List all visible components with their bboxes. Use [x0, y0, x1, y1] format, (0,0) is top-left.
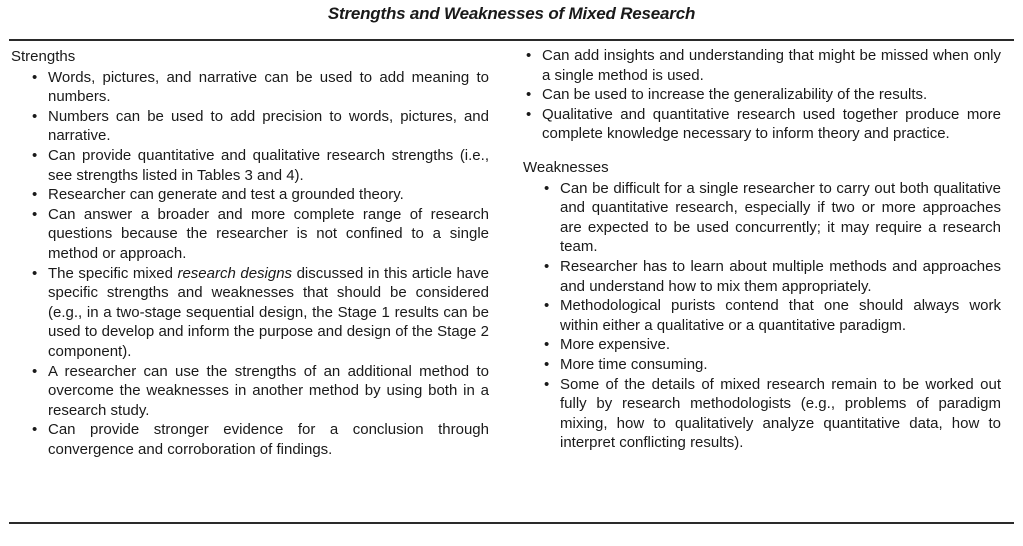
bullet-icon: • [544, 355, 550, 373]
list-item: • Can be used to increase the generalizability of the results. [526, 86, 928, 104]
weaknesses-heading: Weaknesses [523, 158, 609, 176]
bullet-icon: • [32, 146, 38, 164]
list-item: • Researcher has to learn about multiple methods and approaches and understand how to mix them appropriately. [544, 257, 1001, 295]
bullet-icon: • [32, 264, 38, 282]
bullet-icon: • [544, 257, 550, 275]
bullet-icon: • [544, 297, 550, 315]
list-item: • Some of the details of mixed research remain to be worked out fully by research methodologists (e.g., problems of paradigm mixing, how to qualitatively analyze quantitative data, how to interpret conflicting results). [544, 375, 1001, 452]
list-item: • Numbers can be used to add precision to words, pictures, and narrative. [32, 107, 489, 145]
list-item: • Can provide stronger evidence for a conclusion through convergence and corroboration of findings. [32, 421, 489, 458]
bullet-icon: • [32, 68, 38, 86]
weaknesses-list [523, 179, 1001, 453]
list-item: • Words, pictures, and narrative can be used to add meaning to numbers. [32, 68, 489, 106]
bullet-icon: • [32, 205, 38, 223]
bullet-icon: • [544, 336, 550, 354]
top-rule [9, 39, 1014, 41]
list-item: • Methodological purists contend that one should always work within either a qualitative or a quantitative paradigm. [544, 297, 1001, 334]
list-item: • More time consuming. [544, 355, 708, 373]
list-item: • Qualitative and quantitative research used together produce more complete knowledge necessary to inform theory and practice. [526, 105, 1001, 143]
bullet-icon: • [526, 105, 532, 123]
bullet-icon: • [32, 186, 38, 204]
right-column [523, 46, 1001, 453]
bullet-icon: • [544, 179, 550, 197]
bottom-rule [9, 522, 1014, 524]
list-item: • Can be difficult for a single researcher to carry out both qualitative and quantitative research, especially if two or more approaches are expected to be used concurrently; it may require a research team. [544, 179, 1001, 256]
bullet-icon: • [32, 107, 38, 125]
bullet-icon: • [32, 362, 38, 380]
list-item: • Can provide quantitative and qualitative research strengths (i.e., see strengths listed in Tables 3 and 4). [32, 146, 489, 184]
list-item: • More expensive. [544, 336, 671, 354]
list-item: • The specific mixed research designs discussed in this article have specific strengths and weaknesses that should be considered (e.g., in a two-stage sequential design, the Stage 1 results can be used to develop and inform the purpose and design of the Stage 2 component). [32, 264, 489, 360]
list-item: • Can add insights and understanding that might be missed when only a single method is used. [526, 47, 1001, 84]
strengths-continued-list [523, 46, 1001, 144]
left-column [11, 47, 489, 459]
table-title: Strengths and Weaknesses of Mixed Research [327, 4, 696, 23]
list-item: • A researcher can use the strengths of an additional method to overcome the weaknesses in another method by using both in a research study. [32, 362, 489, 419]
list-item: • Can answer a broader and more complete range of research questions because the researcher is not confined to a single method or approach. [32, 205, 489, 262]
strengths-heading: Strengths [11, 48, 76, 65]
bullet-icon: • [32, 421, 38, 439]
bullet-icon: • [544, 375, 550, 393]
strengths-list [11, 68, 489, 460]
bullet-icon: • [526, 86, 532, 104]
list-item: • Researcher can generate and test a grounded theory. [32, 186, 404, 204]
bullet-icon: • [526, 47, 532, 64]
